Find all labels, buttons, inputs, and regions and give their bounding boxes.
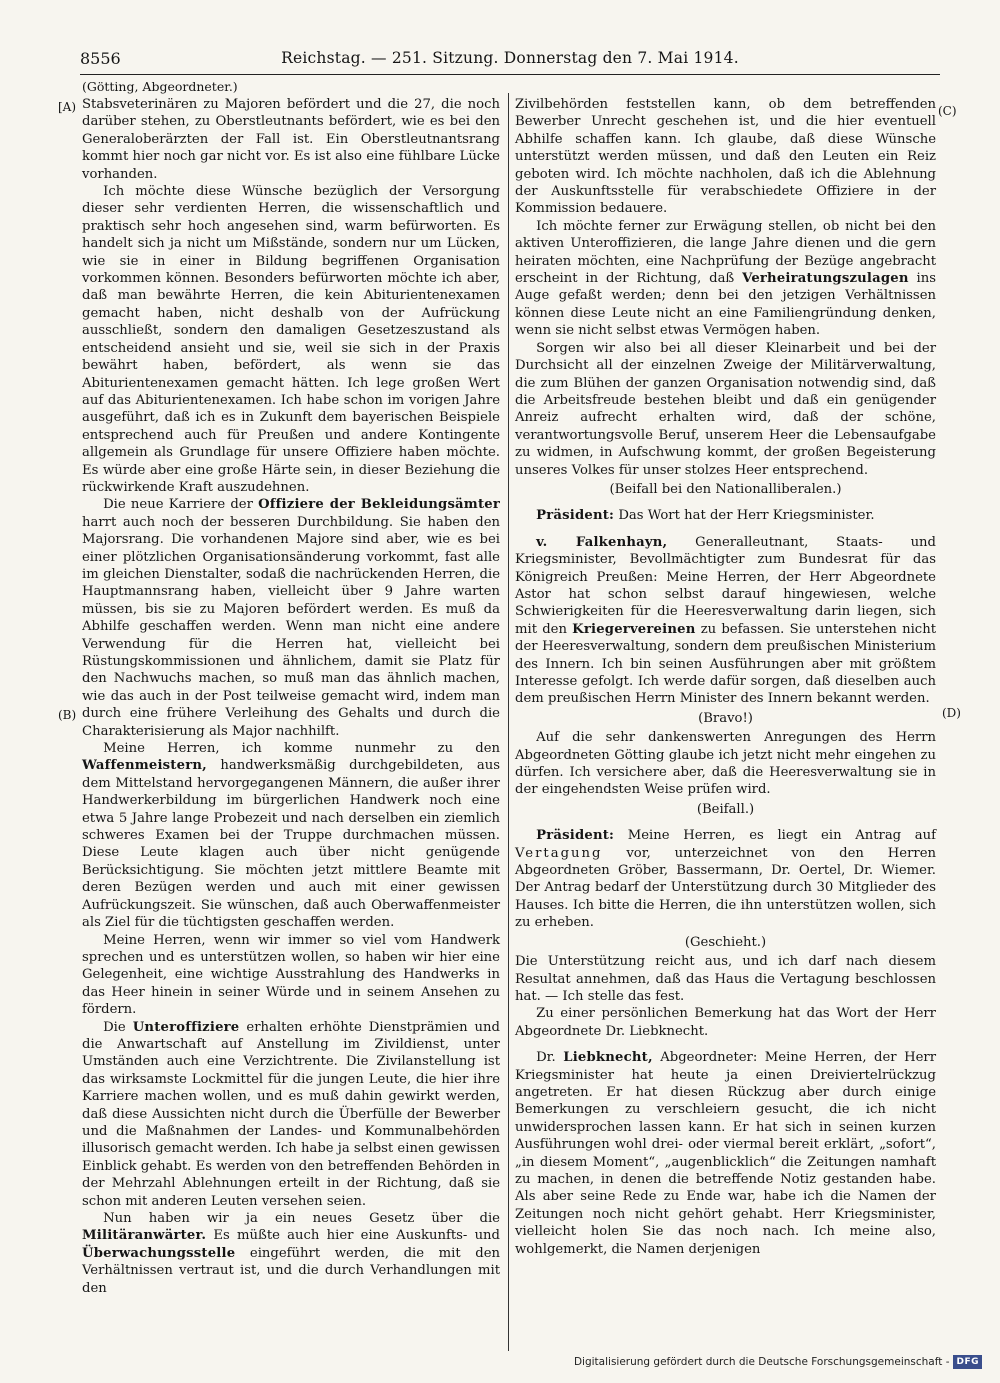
minister-statement: v. Falkenhayn, Generalleutnant, Staats- und Kriegsminister, Bevollmächtigter zum Bundesrat für das Königreich Preußen: Meine Herren, der Herr Abgeordnete Astor hat schon selbst darauf hingewiesen, welche Schwierigkeiten für die Heeresverwaltung darin liegen, sich mit den Kriegervereinen zu befassen. Sie unterstehen nicht der Heeresverwaltung, sondern dem preußischen Ministerium des Innern. Ich bin seinen Ausführungen aber mit größtem Interesse gefolgt. Ich werde dafür sorgen, daß dieselben auch dem preußischen Herrn Minister des Innern bekannt werden.: [515, 534, 936, 707]
president-statement: Präsident: Das Wort hat der Herr Kriegsminister.: [536, 508, 875, 524]
applause-note: (Beifall bei den Nationalliberalen.): [609, 481, 842, 497]
margin-marker-b: (B): [58, 708, 77, 722]
action-note: (Geschieht.): [684, 934, 767, 950]
paragraph: Ich möchte ferner zur Erwägung stellen, ob nicht bei den aktiven Unteroffizieren, die lange Jahre dienen und die gern heiraten möchten, eine Nachprüfung der Bezüge angebracht erscheint in der Richtung, daß Verheiratungszulagen ins Auge gefaßt werden; denn bei den jetzigen Verhältnissen können diese Leute nicht an eine Familiengründung denken, wenn sie nicht selbst etwas Vermögen haben.: [515, 218, 937, 339]
paragraph: Stabsveterinären zu Majoren befördert und die 27, die noch darüber stehen, zu Oberstleutnants befördert, wie es bei den Generaloberärzten der Fall ist. Ein Oberstleutnantsrang kommt hier noch gar nicht vor. Es ist also eine fühlbare Lücke vorhanden.: [82, 97, 500, 182]
speaker-statement: Dr. Liebknecht, Abgeordneter: Meine Herren, der Herr Kriegsminister hat heute ja einen Dreiviertelrückzug angetreten. Er hat diesen Rückzug aber durch einige Bemerkungen zu verschleiern gesucht, die ich nicht unwidersprochen lassen kann. Er hat sich in seinen kurzen Ausführungen wohl drei- oder viermal bereit erklärt, „sofort“, „in diesem Moment“, „augenblicklich“ die Zeitungen namhaft zu machen, in denen die betreffende Notiz gestanden habe. Als aber seine Rede zu Ende war, habe ich die Namen der Zeitungen noch nicht gehört gehabt. Herr Kriegsminister, vielleicht holen Sie das noch nach. Ich meine also, wohlgemerkt, die Namen derjenigen: [515, 1050, 936, 1257]
running-head: Reichstag. — 251. Sitzung. Donnerstag den 7. Mai 1914.: [281, 49, 739, 67]
left-column: [82, 96, 500, 1297]
margin-marker-a: [A): [58, 100, 77, 114]
spaced-term: Vertagung: [515, 845, 603, 861]
bold-term: Waffenmeistern,: [82, 758, 207, 774]
president-statement: Präsident: Meine Herren, es liegt ein Antrag auf Vertagung vor, unterzeichnet von den Herren Abgeordneten Gröber, Bassermann, Dr. Oertel, Dr. Wiemer. Der Antrag bedarf der Unterstützung durch 30 Mitglieder des Hauses. Ich bitte die Herren, die ihn unterstützen wollen, sich zu erheben.: [515, 828, 936, 931]
bold-term: Unteroffiziere: [132, 1019, 240, 1035]
speaker-label: Liebknecht,: [563, 1050, 653, 1066]
speaker-tag: (Götting, Abgeordneter.): [82, 79, 238, 94]
margin-marker-d: (D): [942, 706, 961, 720]
dfg-logo: DFG: [953, 1355, 982, 1369]
speaker-label: Präsident:: [536, 828, 615, 844]
paragraph: Zu einer persönlichen Bemerkung hat das Wort der Herr Abgeordnete Dr. Liebknecht.: [515, 1006, 936, 1039]
paragraph: Ich möchte diese Wünsche bezüglich der Versorgung dieser sehr verdienten Herren, die wissenschaftlich und praktisch sehr hoch angesehen sind, warm befürworten. Es handelt sich ja nicht um Mißstände, sondern nur um Lücken, wie sie in einer in Bildung begriffenen Organisation vorkommen können. Besonders befürworten möchte ich aber, daß man bewährte Herren, die kein Abiturientenexamen gemacht haben, nicht deshalb von der Aufrückung ausschließt, sondern den damaligen Gesetzeszustand als entscheidend ansieht und sie, weil sie sich in der Praxis bewährt haben, befördert, als wenn sie das Abiturientenexamen gemacht hätten. Ich lege großen Wert auf das Abiturientenexamen. Ich habe schon im vorigen Jahre ausgeführt, daß ich es in Zukunft dem bayerischen Beispiele entsprechend auch für Preußen und andere Kontingente allgemein als Grundlage für unsere Offiziere haben möchte. Es würde aber eine große Härte sein, in dieser Beziehung die rückwirkende Kraft auszudehnen.: [82, 184, 500, 495]
paragraph: Meine Herren, ich komme nunmehr zu den Waffenmeistern, handwerksmäßig durchgebildeten, aus dem Mittelstand hervorgegangenen Männern, die außer ihrer Handwerkerbildung im bürgerlichen Handwerk noch eine etwa 5 Jahre lange Probezeit und nach derselben ein ziemlich schweres Examen bei der Truppe durchmachen müssen. Diese Leute klagen auch über nicht genügende Berücksichtigung. Sie möchten jetzt mittlere Beamte mit deren Bezügen werden und auch mit einer gewissen Aufrückungszeit. Sie wünschen, daß auch Oberwaffenmeister als Ziel für die tüchtigsten geschaffen werden.: [82, 741, 500, 931]
bold-term: Überwachungsstelle: [82, 1245, 236, 1261]
applause-note: (Bravo!): [698, 710, 753, 726]
speaker-label: v. Falkenhayn,: [536, 534, 668, 550]
page-number: 8556: [80, 49, 121, 68]
bold-term: Verheiratungszulagen: [742, 271, 909, 287]
paragraph: Zivilbehörden feststellen kann, ob dem betreffenden Bewerber Unrecht geschehen ist, und die hier eventuell Abhilfe schaffen kann. Ich glaube, daß diese Wünsche unterstützt werden müssen, und daß den Leuten ein Reiz geboten wird. Ich möchte nachholen, daß ich die Ablehnung der Auskunftsstelle für verabschiedete Offiziere in der Kommission bedauere.: [515, 97, 936, 217]
header-rule: [80, 74, 940, 75]
paragraph: Die Unteroffiziere erhalten erhöhte Dienstprämien und die Anwartschaft auf Anstellung im Zivildienst, unter Umständen auch eine Verzichtrente. Die Zivilanstellung ist das wirksamste Lockmittel für die jungen Leute, die hier ihre Karriere machen wollen, und es muß dahin gewirkt werden, daß diese Aussichten nicht durch die Überfülle der Bewerber und die Maßnahmen der Landes- und Kommunalbehörden illusorisch gemacht werden. Ich habe ja selbst einen gewissen Einblick gehabt. Es werden von den betreffenden Behörden in der Mehrzahl Ablehnungen erteilt in der Richtung, daß sie schon mit anderen Leuten versehen seien.: [82, 1019, 501, 1209]
paragraph: Meine Herren, wenn wir immer so viel vom Handwerk sprechen und es unterstützen wollen, so haben wir hier eine Gelegenheit, eine wichtige Ausstrahlung des Handwerks in das Heer hinein in seiner Würde und in seinem Ansehen zu fördern.: [82, 932, 500, 1018]
paragraph: Die neue Karriere der Offiziere der Bekleidungsämter harrt auch noch der besseren Durchbildung. Sie haben den Majorsrang. Die vorhandenen Majore sind aber, wie es bei einer plötzlichen Organisationsänderung vorkommt, fast alle im gleichen Dienstalter, sodaß die nachrückenden Herren, die Hauptmannsrang haben, vielleicht über 9 Jahre warten müssen, bis sie zu Majoren befördert werden. Es muß da Abhilfe geschaffen werden. Wenn man nicht eine andere Verwendung für die Herren hat, vielleicht bei Rüstungskommissionen und ähnlichem, damit sie Platz für den Nachwuchs machen, so muß man das ähnlich machen, wie das auch in der Post teilweise gemacht wird, indem man durch eine frühere Verleihung des Gehalts und durch die Charakterisierung als Major nachhilft.: [82, 497, 500, 739]
applause-note: (Beifall.): [696, 801, 755, 817]
margin-marker-c: (C): [938, 104, 957, 118]
footer-text: Digitalisierung gefördert durch die Deutsche Forschungsgemeinschaft -: [573, 1356, 950, 1368]
right-column: [515, 96, 936, 1258]
digitization-footer: [574, 1355, 982, 1369]
page-header: [80, 49, 940, 73]
paragraph: Nun haben wir ja ein neues Gesetz über die Militäranwärter. Es müßte auch hier eine Auskunfts- und Überwachungsstelle eingeführt werden, die mit den Verhältnissen vertraut ist, und die durch Verhandlungen mit den: [82, 1211, 500, 1296]
paragraph: Auf die sehr dankenswerten Anregungen des Herrn Abgeordneten Götting glaube ich jetzt nicht mehr eingehen zu dürfen. Ich versichere aber, daß die Heeresverwaltung sie in der eingehendsten Weise prüfen wird.: [515, 730, 936, 798]
bold-term: Kriegervereinen: [572, 621, 696, 637]
column-divider: [508, 93, 509, 1351]
bold-term: Offiziere der Bekleidungsämter: [258, 497, 500, 513]
paragraph: Sorgen wir also bei all dieser Kleinarbeit und bei der Durchsicht all der einzelnen Zweige der Militärverwaltung, die zum Blühen der ganzen Organisation notwendig sind, daß die Arbeitsfreude bestehen bleibt und daß ein genügender Anreiz aufrecht erhalten wird, daß der schöne, verantwortungsvolle Beruf, unserem Heer die Lebensaufgabe zu widmen, in Aufschwung kommt, der großen Begeisterung unseres Volkes für unser stolzes Heer entsprechend.: [515, 340, 936, 478]
speaker-label: Präsident:: [536, 508, 615, 524]
bold-term: Militäranwärter.: [82, 1228, 207, 1244]
paragraph: Die Unterstützung reicht aus, und ich darf nach diesem Resultat annehmen, daß das Haus die Vertagung beschlossen hat. — Ich stelle das fest.: [515, 954, 936, 1004]
